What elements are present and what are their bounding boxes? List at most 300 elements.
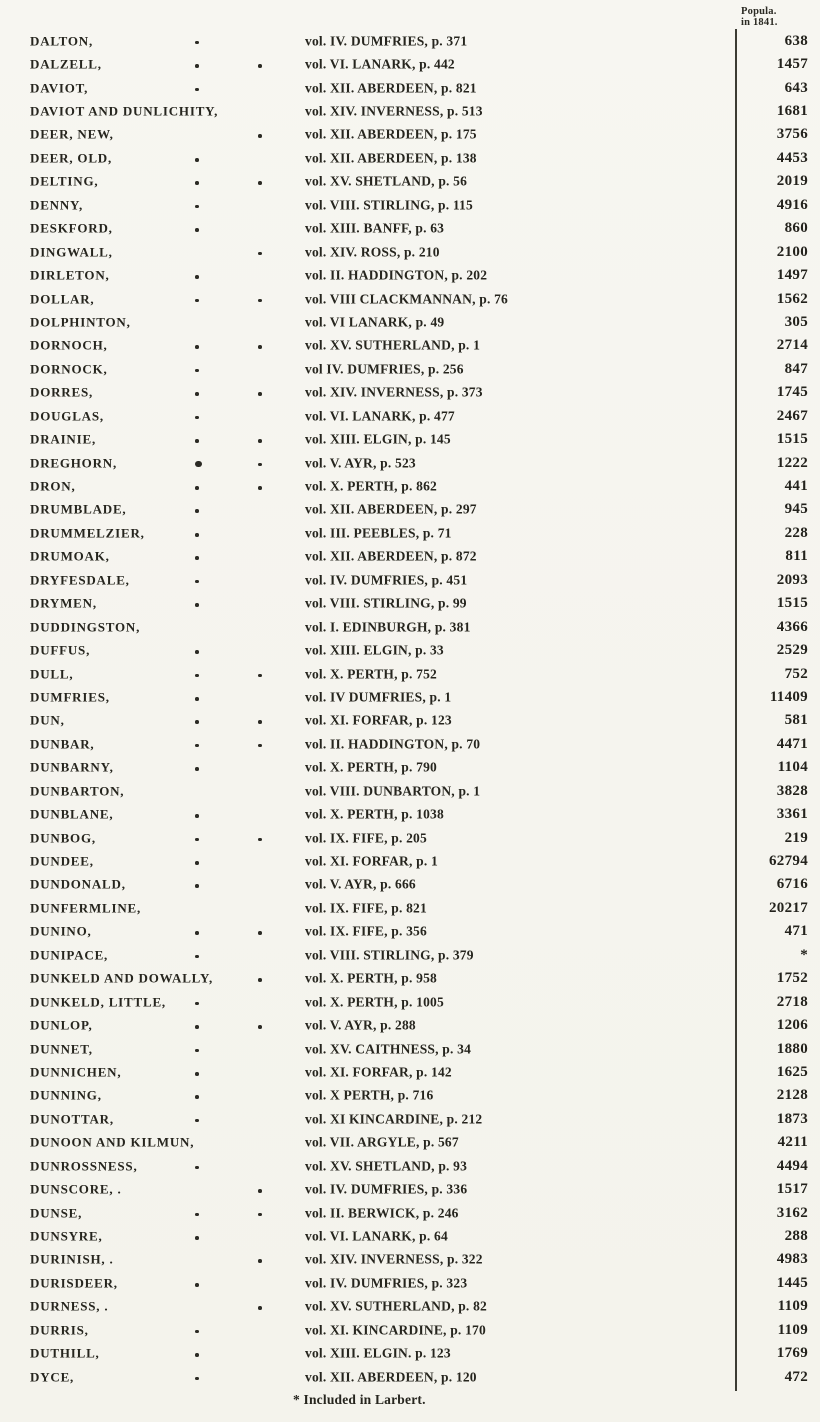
leader-dot (195, 697, 199, 701)
parish-name: DUNNING, (30, 1088, 102, 1104)
volume-reference: vol. X. PERTH, p. 790 (305, 759, 437, 775)
table-row (0, 499, 820, 522)
population-value: 4916 (776, 196, 808, 213)
parish-name: DAVIOT AND DUNLICHITY, (30, 103, 219, 119)
population-value: 945 (784, 501, 808, 518)
table-row (0, 593, 820, 616)
leader-dot (195, 41, 199, 45)
volume-reference: vol. XII. ABERDEEN, p. 138 (305, 150, 477, 166)
table-row (0, 241, 820, 264)
parish-name: DREGHORN, (30, 455, 118, 471)
table-row (0, 991, 820, 1014)
leader-dot (195, 1377, 199, 1381)
leader-dot (258, 392, 262, 396)
leader-dot (195, 650, 199, 654)
table-row (0, 663, 820, 686)
table-row (0, 897, 820, 920)
population-value: 1109 (777, 1321, 808, 1338)
leader-dot (258, 181, 262, 185)
volume-reference: vol. XIV. INVERNESS, p. 373 (305, 384, 483, 400)
leader-dot (258, 931, 262, 935)
volume-reference: vol. IX. FIFE, p. 205 (305, 830, 427, 846)
leader-dot (258, 1306, 262, 1310)
leader-dot (195, 299, 199, 303)
parish-name: DUNBLANE, (30, 806, 114, 822)
table-row (0, 968, 820, 991)
parish-name: DALTON, (30, 33, 94, 49)
parish-name: DURINISH, . (30, 1252, 114, 1268)
leader-dot (258, 720, 262, 724)
population-value: 4453 (776, 150, 808, 167)
table-row (0, 803, 820, 826)
leader-dot (258, 744, 262, 748)
leader-dot (258, 674, 262, 678)
volume-reference: vol. V. AYR, p. 523 (305, 455, 416, 471)
population-value: 2714 (776, 337, 808, 354)
table-row (0, 874, 820, 897)
volume-reference: vol. XIV. ROSS, p. 210 (305, 244, 440, 260)
parish-name: DELTING, (30, 174, 99, 190)
volume-reference: vol. IV. DUMFRIES, p. 371 (305, 33, 468, 49)
table-row (0, 1038, 820, 1061)
leader-dot (195, 64, 199, 68)
table-row (0, 1249, 820, 1272)
volume-reference: vol. XIV. INVERNESS, p. 322 (305, 1252, 483, 1268)
table-row (0, 944, 820, 967)
volume-reference: vol. II. HADDINGTON, p. 70 (305, 736, 481, 752)
table-row (0, 1319, 820, 1342)
population-value: 1752 (776, 970, 808, 987)
table-row (0, 639, 820, 662)
leader-dot (195, 88, 199, 92)
parish-name: DURRIS, (30, 1322, 89, 1338)
leader-dot (195, 1095, 199, 1099)
parish-name: DUNBAR, (30, 736, 95, 752)
population-value: 2529 (776, 642, 808, 659)
table-row (0, 921, 820, 944)
population-value: 581 (784, 712, 808, 729)
volume-reference: vol. V. AYR, p. 666 (305, 877, 416, 893)
parish-name: DENNY, (30, 197, 84, 213)
parish-name: DUNSYRE, (30, 1228, 103, 1244)
volume-reference: vol. III. PEEBLES, p. 71 (305, 525, 452, 541)
volume-reference: vol. X. PERTH, p. 1038 (305, 806, 444, 822)
leader-dot (195, 955, 199, 959)
parish-name: DUNDEE, (30, 853, 94, 869)
parish-name: DUNOTTAR, (30, 1111, 114, 1127)
parish-name: DORNOCH, (30, 338, 108, 354)
parish-name: DUNKELD, LITTLE, (30, 994, 166, 1010)
population-value: 1109 (777, 1298, 808, 1315)
population-value: 472 (784, 1368, 808, 1385)
volume-reference: vol. VIII CLACKMANNAN, p. 76 (305, 291, 508, 307)
table-row (0, 569, 820, 592)
population-value: 1873 (776, 1111, 808, 1128)
leader-dot (195, 486, 199, 490)
population-value: 3828 (776, 782, 808, 799)
leader-dot (195, 509, 199, 513)
population-value: 847 (784, 361, 808, 378)
parish-name: DRYMEN, (30, 595, 97, 611)
parish-name: DRON, (30, 478, 76, 494)
leader-dot (195, 1049, 199, 1053)
table-row (0, 827, 820, 850)
population-value: 2718 (776, 993, 808, 1010)
population-value: 3162 (776, 1204, 808, 1221)
leader-dot (195, 181, 199, 185)
population-value: 1222 (776, 454, 808, 471)
leader-dot (195, 814, 199, 818)
table-row (0, 218, 820, 241)
parish-name: DUFFUS, (30, 642, 91, 658)
table-row (0, 757, 820, 780)
volume-reference: vol. X. PERTH, p. 1005 (305, 994, 444, 1010)
population-value: 2093 (776, 571, 808, 588)
population-value: 638 (784, 32, 808, 49)
volume-reference: vol. XV. SUTHERLAND, p. 82 (305, 1299, 487, 1315)
table-row (0, 147, 820, 170)
volume-reference: vol. XII. ABERDEEN, p. 120 (305, 1369, 477, 1385)
population-value: 1104 (777, 759, 808, 776)
volume-reference: vol. IV. DUMFRIES, p. 323 (305, 1275, 468, 1291)
population-value: 1562 (776, 290, 808, 307)
parish-index-table (0, 30, 820, 1389)
leader-dot (258, 64, 262, 68)
table-row (0, 475, 820, 498)
leader-dot (195, 556, 199, 560)
table-row (0, 288, 820, 311)
volume-reference: vol. XI. FORFAR, p. 142 (305, 1064, 452, 1080)
population-value: 1880 (776, 1040, 808, 1057)
population-value: 2128 (776, 1087, 808, 1104)
footnote: * Included in Larbert. (293, 1392, 426, 1407)
table-row (0, 335, 820, 358)
parish-name: DINGWALL, (30, 244, 113, 260)
volume-reference: vol. IV. DUMFRIES, p. 451 (305, 572, 468, 588)
table-row (0, 733, 820, 756)
parish-name: DUNSE, (30, 1205, 83, 1221)
leader-dot (195, 603, 199, 607)
parish-name: DRAINIE, (30, 431, 96, 447)
table-row (0, 171, 820, 194)
table-row (0, 100, 820, 123)
leader-dot (258, 978, 262, 982)
leader-dot (195, 861, 199, 865)
population-value: * (800, 946, 808, 963)
parish-name: DULL, (30, 666, 74, 682)
population-value: 752 (784, 665, 808, 682)
leader-dot (195, 461, 202, 468)
leader-dot (258, 299, 262, 303)
leader-dot (195, 392, 199, 396)
leader-dot (195, 439, 199, 443)
table-row (0, 1202, 820, 1225)
population-value: 1515 (776, 595, 808, 612)
leader-dot (258, 1259, 262, 1263)
population-value: 1445 (776, 1275, 808, 1292)
table-row (0, 1225, 820, 1248)
leader-dot (258, 838, 262, 842)
table-row (0, 1272, 820, 1295)
parish-name: DUNNET, (30, 1041, 93, 1057)
volume-reference: vol. XI. FORFAR, p. 123 (305, 713, 452, 729)
volume-reference: vol. VIII. DUNBARTON, p. 1 (305, 783, 481, 799)
population-value: 4471 (776, 736, 808, 753)
volume-reference: vol. XV. SUTHERLAND, p. 1 (305, 338, 481, 354)
parish-name: DOLPHINTON, (30, 314, 131, 330)
population-header-line2: in 1841. (741, 17, 778, 28)
volume-reference: vol. XIII. ELGIN, p. 33 (305, 642, 444, 658)
volume-reference: vol. XI KINCARDINE, p. 212 (305, 1111, 483, 1127)
table-row (0, 382, 820, 405)
volume-reference: vol. XV. SHETLAND, p. 93 (305, 1158, 468, 1174)
volume-reference: vol. X. PERTH, p. 958 (305, 970, 437, 986)
volume-reference: vol. VIII. STIRLING, p. 115 (305, 197, 473, 213)
population-value: 4366 (776, 618, 808, 635)
parish-name: DUNINO, (30, 924, 92, 940)
leader-dot (195, 838, 199, 842)
table-row (0, 1178, 820, 1201)
volume-reference: vol. II. HADDINGTON, p. 202 (305, 267, 488, 283)
parish-name: DUNNICHEN, (30, 1064, 122, 1080)
parish-name: DIRLETON, (30, 267, 110, 283)
population-header-line1: Popula. (741, 6, 777, 17)
leader-dot (195, 1119, 199, 1123)
leader-dot (195, 931, 199, 935)
population-value: 1681 (776, 103, 808, 120)
parish-name: DUNFERMLINE, (30, 900, 142, 916)
parish-name: DAVIOT, (30, 80, 89, 96)
volume-reference: vol. XII. ABERDEEN, p. 297 (305, 502, 477, 518)
parish-name: DALZELL, (30, 56, 102, 72)
parish-name: DESKFORD, (30, 220, 113, 236)
leader-dot (195, 1283, 199, 1287)
population-value: 305 (784, 314, 808, 331)
population-value: 2467 (776, 407, 808, 424)
parish-name: DUNKELD AND DOWALLY, (30, 970, 213, 986)
population-value: 471 (784, 923, 808, 940)
parish-name: DRUMBLADE, (30, 502, 127, 518)
population-value: 228 (784, 525, 808, 542)
population-value: 4983 (776, 1251, 808, 1268)
table-row (0, 546, 820, 569)
volume-reference: vol. XI. FORFAR, p. 1 (305, 853, 438, 869)
parish-name: DYCE, (30, 1369, 75, 1385)
volume-reference: vol. IV. DUMFRIES, p. 336 (305, 1181, 468, 1197)
parish-name: DUNOON AND KILMUN, (30, 1134, 195, 1150)
leader-dot (258, 1025, 262, 1029)
population-value: 3756 (776, 126, 808, 143)
table-row (0, 194, 820, 217)
population-value: 811 (785, 548, 808, 565)
population-value: 1769 (776, 1345, 808, 1362)
volume-reference: vol. XII. ABERDEEN, p. 175 (305, 127, 477, 143)
population-value: 62794 (769, 853, 808, 870)
population-value: 1206 (776, 1017, 808, 1034)
volume-reference: vol. VI. LANARK, p. 477 (305, 408, 455, 424)
parish-name: DUNBOG, (30, 830, 96, 846)
leader-dot (195, 228, 199, 232)
volume-reference: vol. XII. ABERDEEN, p. 821 (305, 80, 477, 96)
parish-name: DURNESS, . (30, 1299, 109, 1315)
parish-name: DOLLAR, (30, 291, 95, 307)
leader-dot (195, 533, 199, 537)
population-value: 2100 (776, 243, 808, 260)
table-row (0, 264, 820, 287)
leader-dot (195, 580, 199, 584)
leader-dot (195, 275, 199, 279)
table-row (0, 1132, 820, 1155)
leader-dot (195, 1025, 199, 1029)
table-row (0, 1108, 820, 1131)
volume-reference: vol IV. DUMFRIES, p. 256 (305, 361, 464, 377)
leader-dot (195, 767, 199, 771)
leader-dot (258, 439, 262, 443)
parish-name: DUNLOP, (30, 1017, 93, 1033)
leader-dot (258, 1213, 262, 1217)
leader-dot (258, 134, 262, 138)
population-value: 219 (784, 829, 808, 846)
table-row (0, 1014, 820, 1037)
volume-reference: vol. XIII. ELGIN, p. 145 (305, 431, 451, 447)
volume-reference: vol. X PERTH, p. 716 (305, 1088, 434, 1104)
leader-dot (258, 486, 262, 490)
population-value: 2019 (776, 173, 808, 190)
table-row (0, 1085, 820, 1108)
parish-name: DOUGLAS, (30, 408, 104, 424)
volume-reference: vol. IV DUMFRIES, p. 1 (305, 689, 452, 705)
table-row (0, 311, 820, 334)
table-row (0, 1061, 820, 1084)
population-value: 3361 (776, 806, 808, 823)
leader-dot (195, 205, 199, 209)
table-row (0, 1296, 820, 1319)
table-row (0, 1343, 820, 1366)
parish-name: DURISDEER, (30, 1275, 118, 1291)
volume-reference: vol. XV. CAITHNESS, p. 34 (305, 1041, 472, 1057)
population-value: 441 (784, 478, 808, 495)
population-value: 1745 (776, 384, 808, 401)
volume-reference: vol. XIII. ELGIN. p. 123 (305, 1345, 451, 1361)
table-row (0, 428, 820, 451)
parish-name: DUNIPACE, (30, 947, 109, 963)
table-row (0, 1366, 820, 1389)
leader-dot (195, 1072, 199, 1076)
parish-name: DUTHILL, (30, 1345, 100, 1361)
table-row (0, 405, 820, 428)
population-value: 6716 (776, 876, 808, 893)
parish-name: DUN, (30, 713, 65, 729)
population-column-header (741, 6, 778, 28)
volume-reference: vol. II. BERWICK, p. 246 (305, 1205, 459, 1221)
volume-reference: vol. VIII. STIRLING, p. 379 (305, 947, 474, 963)
leader-dot (195, 369, 199, 373)
parish-name: DEER, NEW, (30, 127, 114, 143)
leader-dot (195, 345, 199, 349)
volume-reference: vol. VIII. STIRLING, p. 99 (305, 595, 467, 611)
leader-dot (195, 416, 199, 420)
leader-dot (258, 345, 262, 349)
leader-dot (258, 252, 262, 256)
table-row (0, 616, 820, 639)
parish-name: DRUMOAK, (30, 549, 110, 565)
volume-reference: vol. VI. LANARK, p. 64 (305, 1228, 448, 1244)
leader-dot (195, 884, 199, 888)
parish-name: DUNROSSNESS, (30, 1158, 138, 1174)
volume-reference: vol. XV. SHETLAND, p. 56 (305, 174, 468, 190)
parish-name: DEER, OLD, (30, 150, 113, 166)
population-value: 11409 (769, 689, 808, 706)
table-row (0, 30, 820, 53)
table-row (0, 53, 820, 76)
volume-reference: vol. XIV. INVERNESS, p. 513 (305, 103, 483, 119)
table-row (0, 124, 820, 147)
parish-name: DRUMMELZIER, (30, 525, 145, 541)
volume-reference: vol. VI. LANARK, p. 442 (305, 56, 455, 72)
population-value: 4211 (777, 1134, 808, 1151)
table-row (0, 686, 820, 709)
volume-reference: vol. IX. FIFE, p. 821 (305, 900, 427, 916)
leader-dot (195, 1236, 199, 1240)
leader-dot (195, 1002, 199, 1006)
population-value: 1517 (776, 1181, 808, 1198)
parish-name: DUNDONALD, (30, 877, 126, 893)
volume-reference: vol. I. EDINBURGH, p. 381 (305, 619, 471, 635)
volume-reference: vol. VI LANARK, p. 49 (305, 314, 445, 330)
population-value: 1625 (776, 1064, 808, 1081)
volume-reference: vol. X. PERTH, p. 862 (305, 478, 437, 494)
parish-name: DUDDINGSTON, (30, 619, 141, 635)
parish-name: DORNOCK, (30, 361, 108, 377)
volume-reference: vol. XII. ABERDEEN, p. 872 (305, 549, 477, 565)
volume-reference: vol. XIII. BANFF, p. 63 (305, 220, 445, 236)
table-row (0, 1155, 820, 1178)
population-value: 860 (784, 220, 808, 237)
population-value: 1515 (776, 431, 808, 448)
parish-name: DRYFESDALE, (30, 572, 130, 588)
table-row (0, 522, 820, 545)
table-row (0, 780, 820, 803)
population-value: 1497 (776, 267, 808, 284)
population-value: 288 (784, 1228, 808, 1245)
leader-dot (258, 1189, 262, 1193)
population-value: 20217 (769, 900, 808, 917)
leader-dot (195, 744, 199, 748)
parish-name: DUMFRIES, (30, 689, 110, 705)
population-value: 643 (784, 79, 808, 96)
table-row (0, 358, 820, 381)
leader-dot (195, 1353, 199, 1357)
table-row (0, 850, 820, 873)
leader-dot (195, 1166, 199, 1170)
parish-name: DUNSCORE, . (30, 1181, 122, 1197)
parish-name: DUNBARNY, (30, 759, 114, 775)
volume-reference: vol. IX. FIFE, p. 356 (305, 924, 427, 940)
population-value: 4494 (776, 1157, 808, 1174)
leader-dot (258, 463, 262, 467)
volume-reference: vol. XI. KINCARDINE, p. 170 (305, 1322, 486, 1338)
volume-reference: vol. V. AYR, p. 288 (305, 1017, 416, 1033)
leader-dot (195, 1213, 199, 1217)
parish-name: DORRES, (30, 384, 94, 400)
table-row (0, 77, 820, 100)
parish-name: DUNBARTON, (30, 783, 125, 799)
volume-reference: vol. X. PERTH, p. 752 (305, 666, 437, 682)
leader-dot (195, 720, 199, 724)
population-value: 1457 (776, 56, 808, 73)
table-row (0, 452, 820, 475)
leader-dot (195, 158, 199, 162)
